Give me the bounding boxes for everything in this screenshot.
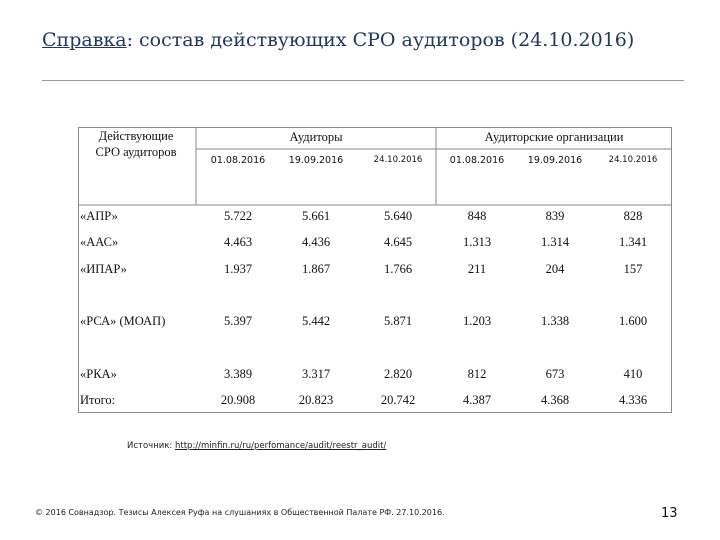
cell-ipar-4: 211 xyxy=(467,262,487,276)
row-name-rsa: «РСА» (МОАП) xyxy=(80,314,166,328)
cell-ipar-5: 204 xyxy=(545,262,565,276)
footer-text: © 2016 Совнадзор. Тезисы Алексея Руфа на слушаниях в Общественной Палате РФ. 27.10.2016. xyxy=(35,508,445,517)
title-link[interactable]: Справка xyxy=(42,29,127,51)
row-name-rka: «РКА» xyxy=(80,367,117,381)
header-auditors: Аудиторы xyxy=(289,130,343,144)
cell-total-6: 4.336 xyxy=(618,393,648,407)
date-auditors-2: 19.09.2016 xyxy=(288,155,344,166)
cell-rsa-4: 1.203 xyxy=(462,314,492,328)
header-audit-orgs: Аудиторские организации xyxy=(484,130,624,144)
page-title xyxy=(42,29,702,51)
cell-total-4: 4.387 xyxy=(462,393,492,407)
cell-total-3: 20.742 xyxy=(380,393,416,407)
cell-rsa-3: 5.871 xyxy=(383,314,413,328)
date-orgs-2: 19.09.2016 xyxy=(527,155,583,166)
cell-rsa-2: 5.442 xyxy=(301,314,331,328)
row-name-apr: «АПР» xyxy=(80,209,118,223)
date-orgs-3: 24.10.2016 xyxy=(608,155,658,165)
cell-rka-5: 673 xyxy=(545,367,565,381)
cell-rka-4: 812 xyxy=(467,367,487,381)
header-sro xyxy=(96,128,177,160)
cell-aas-3: 4.645 xyxy=(383,235,413,249)
date-auditors-3: 24.10.2016 xyxy=(373,155,423,165)
source-link[interactable]: http://minfin.ru/ru/perfomance/audit/reestr_audit/ xyxy=(175,441,387,451)
cell-total-5: 4.368 xyxy=(540,393,570,407)
cell-rka-6: 410 xyxy=(623,367,643,381)
cell-rka-3: 2.820 xyxy=(383,367,413,381)
cell-total-1: 20.908 xyxy=(220,393,256,407)
cell-apr-3: 5.640 xyxy=(383,209,413,223)
cell-rsa-6: 1.600 xyxy=(618,314,648,328)
cell-apr-1: 5.722 xyxy=(223,209,253,223)
source-label: Источник: xyxy=(127,441,175,451)
cell-aas-5: 1.314 xyxy=(540,235,570,249)
row-name-ipar: «ИПАР» xyxy=(80,262,127,276)
row-name-aas: «ААС» xyxy=(80,235,119,249)
cell-total-2: 20.823 xyxy=(298,393,334,407)
cell-apr-5: 839 xyxy=(545,209,565,223)
cell-aas-6: 1.341 xyxy=(618,235,648,249)
row-name-total: Итого: xyxy=(80,393,116,407)
table-grid-lines xyxy=(78,127,672,413)
cell-aas-4: 1.313 xyxy=(462,235,492,249)
cell-aas-1: 4.463 xyxy=(223,235,253,249)
header-sro-line2: СРО аудиторов xyxy=(95,145,177,159)
cell-apr-2: 5.661 xyxy=(301,209,331,223)
title-divider xyxy=(42,80,684,81)
cell-apr-6: 828 xyxy=(623,209,643,223)
title-text: : состав действующих СРО аудиторов (24.10.2016) xyxy=(126,29,635,51)
date-auditors-1: 01.08.2016 xyxy=(210,155,266,166)
sro-table xyxy=(78,127,672,413)
cell-rka-2: 3.317 xyxy=(301,367,331,381)
cell-rsa-5: 1.338 xyxy=(540,314,570,328)
cell-ipar-2: 1.867 xyxy=(301,262,331,276)
cell-ipar-6: 157 xyxy=(623,262,643,276)
date-orgs-1: 01.08.2016 xyxy=(449,155,505,166)
source-note xyxy=(127,441,386,451)
cell-rsa-1: 5.397 xyxy=(223,314,253,328)
cell-ipar-1: 1.937 xyxy=(223,262,253,276)
cell-ipar-3: 1.766 xyxy=(383,262,413,276)
cell-rka-1: 3.389 xyxy=(223,367,253,381)
header-sro-line1: Действующие xyxy=(98,129,174,143)
page-number: 13 xyxy=(661,506,678,521)
cell-aas-2: 4.436 xyxy=(301,235,331,249)
cell-apr-4: 848 xyxy=(467,209,487,223)
